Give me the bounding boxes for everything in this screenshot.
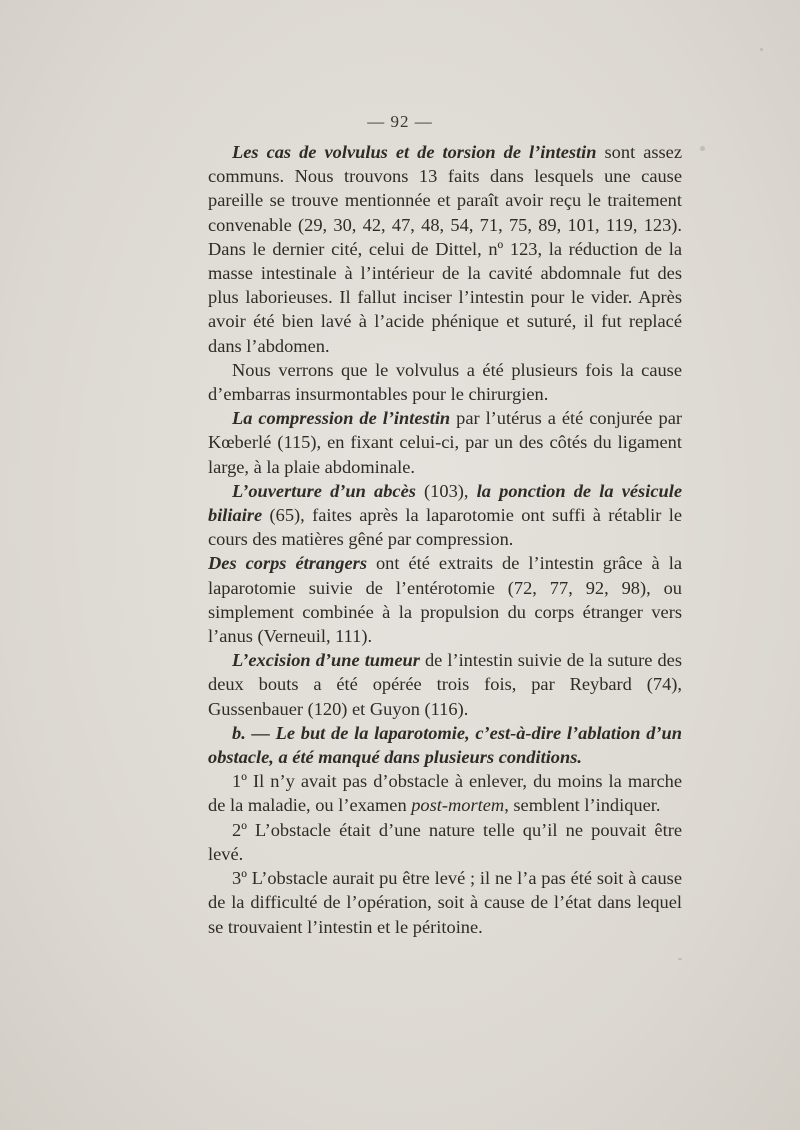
paragraph-text: ont été extraits de l’intestin grâce à la laparotomie suivie de l’entérotomie (72, 77, 92, 98), ou simplement combinée à la propulsion du corps étranger vers l’anus (Verneuil, 111). <box>208 553 682 647</box>
paragraph-compression <box>208 406 682 479</box>
paragraph-text: (103), <box>415 480 477 501</box>
section-heading-b <box>208 721 682 769</box>
paragraph-italic: post-mortem <box>411 795 505 816</box>
paragraph-text: de l’intestin suivie de la suture des deux bouts a été opérée trois fois, par Reybard (74), Gussenbauer (120) et Guyon (116). <box>208 650 682 719</box>
paragraph-volvulus-note <box>208 358 682 406</box>
list-item-2 <box>208 818 682 866</box>
paragraph-text: (65), faites après la laparotomie ont suffi à rétablir le cours des matières gêné par compression. <box>208 505 682 550</box>
paragraph-lead: L’excision d’une tumeur <box>232 650 420 671</box>
paragraph-text: par l’utérus a été conjurée par Kœberlé (115), en fixant celui-ci, par un des côtés du ligament large, à la plaie abdominale. <box>208 408 682 477</box>
paper-speck <box>760 48 763 51</box>
list-item-1 <box>208 769 682 817</box>
paragraph-excision <box>208 648 682 721</box>
body-text <box>208 140 682 939</box>
paragraph-text: 1º Il n’y avait pas d’obstacle à enlever, du moins la marche de la maladie, ou l’examen <box>208 771 682 816</box>
list-item-3 <box>208 866 682 939</box>
paragraph-emphasis: la ponction de la vésicule biliaire <box>208 480 682 526</box>
paragraph-text: Nous verrons que le volvulus a été plusieurs fois la cause d’embarras insurmontables pour le chirurgien. <box>208 359 682 405</box>
section-heading-text: b. — Le but de la laparotomie, c’est-à-dire l’ablation d’un obstacle, a été manqué dans plusieurs conditions. <box>208 722 682 768</box>
paragraph-text: 2º L’obstacle était d’une nature telle qu’il ne pouvait être levé. <box>208 819 682 864</box>
paragraph-lead: Des corps étrangers <box>208 553 367 574</box>
paragraph-lead: La compression de l’intestin <box>232 408 451 429</box>
paragraph-text: sont assez communs. Nous trouvons 13 faits dans lesquels une cause pareille se trouve mentionnée et paraît avoir reçu le traitement convenable (29, 30, 42, 47, 48, 54, 71, 75, 89, 101, 119, 123). Dans le dernier cité, celui de Dittel, nº 123, la réduction de la masse intestinale à l’intérieur de la cavité abdomnale fut des plus laborieuses. Il fallut inciser l’intestin pour le vider. Après avoir été bien lavé à l’acide phénique et suturé, il fut replacé dans l’abdomen. <box>208 142 682 356</box>
paper-speck <box>700 146 705 151</box>
page-number: — 92 — <box>367 112 433 131</box>
paragraph-text: 3º L’obstacle aurait pu être levé ; il ne l’a pas été soit à cause de la difficulté de l’opération, soit à cause de l’état dans lequel se trouvaient l’intestin et le péritoine. <box>208 868 682 937</box>
paper-speck <box>678 958 682 960</box>
paragraph-abces <box>208 479 682 552</box>
paragraph-corps-etrangers <box>208 551 682 648</box>
paragraph-volvulus <box>208 140 682 358</box>
paragraph-text: , semblent l’indiquer. <box>504 795 661 816</box>
paragraph-lead: L’ouverture d’un abcès <box>232 480 416 501</box>
paragraph-lead: Les cas de volvulus et de torsion de l’intestin <box>232 142 597 162</box>
